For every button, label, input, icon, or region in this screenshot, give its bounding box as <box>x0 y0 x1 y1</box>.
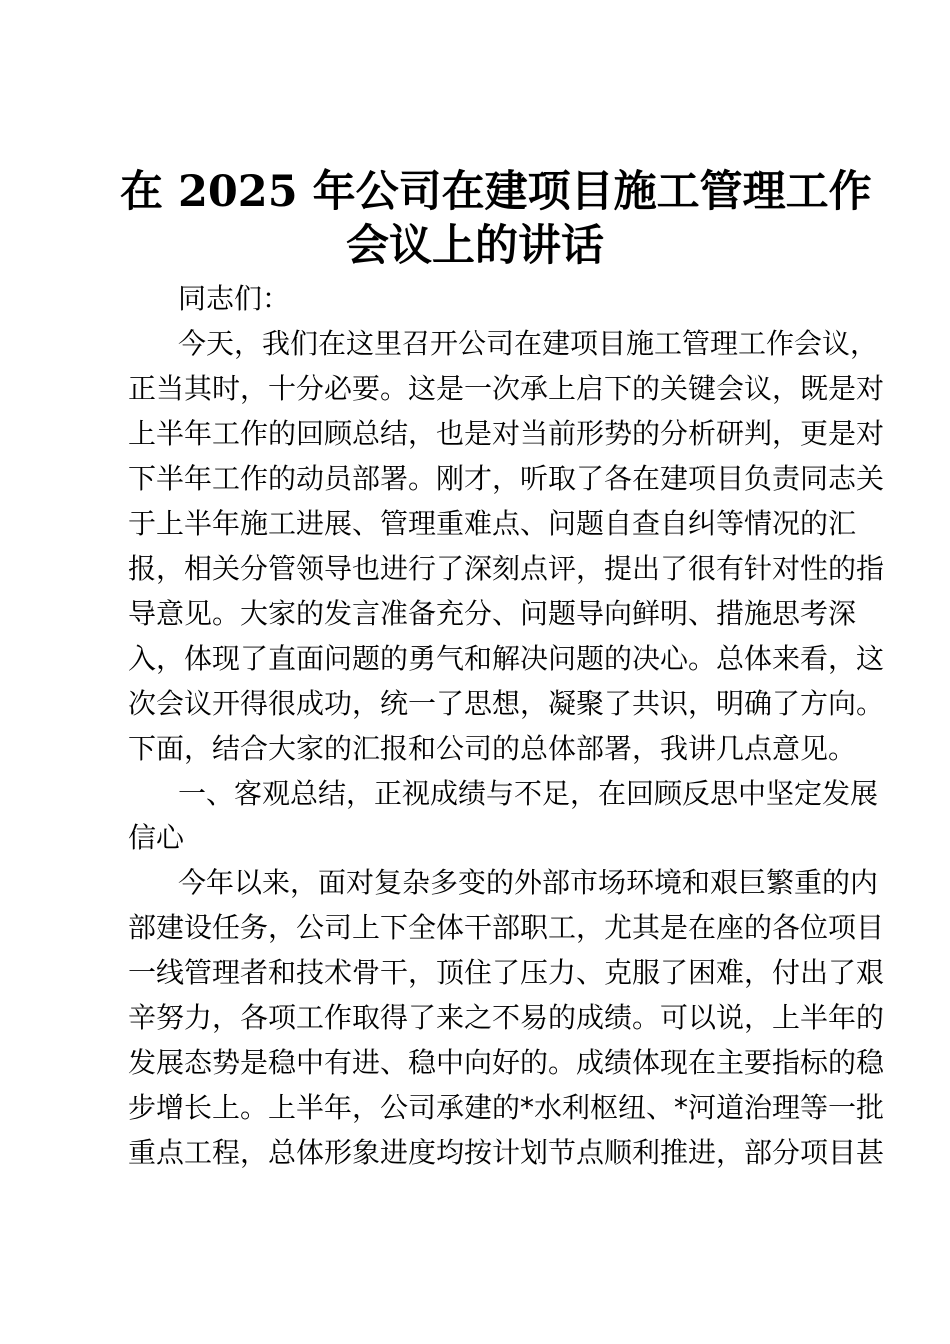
paragraph-1-line-7: 导意见。大家的发言准备充分、问题导向鲜明、措施思考深 <box>128 597 857 630</box>
paragraph-1-line-1: 今天，我们在这里召开公司在建项目施工管理工作会议， <box>178 327 879 360</box>
paragraph-2-line-5: 发展态势是稳中有进、稳中向好的。成绩体现在主要指标的稳 <box>128 1046 885 1079</box>
section-1-heading-line-1: 一、客观总结，正视成绩与不足，在回顾反思中坚定发展 <box>178 777 879 810</box>
paragraph-2-line-1: 今年以来，面对复杂多变的外部市场环境和艰巨繁重的内 <box>178 866 879 899</box>
paragraph-1-line-2: 正当其时，十分必要。这是一次承上启下的关键会议，既是对 <box>128 372 885 405</box>
paragraph-2-line-4: 辛努力，各项工作取得了来之不易的成绩。可以说，上半年的 <box>128 1001 885 1034</box>
paragraph-2-line-6: 步增长上。上半年，公司承建的*水利枢纽、*河道治理等一批 <box>128 1091 885 1124</box>
paragraph-1-line-3: 上半年工作的回顾总结，也是对当前形势的分析研判，更是对 <box>128 417 885 450</box>
salutation: 同志们： <box>178 282 291 315</box>
paragraph-1-line-4: 下半年工作的动员部署。刚才，听取了各在建项目负责同志关 <box>128 462 885 495</box>
paragraph-1-line-9: 次会议开得很成功，统一了思想，凝聚了共识，明确了方向。 <box>128 687 885 720</box>
document-title-line-1: 在 2025 年公司在建项目施工管理工作 <box>120 167 872 217</box>
paragraph-1-line-6: 报，相关分管领导也进行了深刻点评，提出了很有针对性的指 <box>128 552 885 585</box>
paragraph-2-line-7: 重点工程，总体形象进度均按计划节点顺利推进，部分项目甚 <box>128 1136 885 1169</box>
section-1-heading-line-2: 信心 <box>128 821 185 854</box>
paragraph-1-line-8: 入，体现了直面问题的勇气和解决问题的决心。总体来看，这 <box>128 642 885 675</box>
paragraph-2-line-2: 部建设任务，公司上下全体干部职工，尤其是在座的各位项目 <box>128 911 885 944</box>
paragraph-2-line-3: 一线管理者和技术骨干，顶住了压力、克服了困难，付出了艰 <box>128 956 885 989</box>
paragraph-1-line-10: 下面，结合大家的汇报和公司的总体部署，我讲几点意见。 <box>128 732 857 765</box>
paragraph-1-line-5: 于上半年施工进展、管理重难点、问题自查自纠等情况的汇 <box>128 507 857 540</box>
document-title-line-2: 会议上的讲话 <box>346 221 604 271</box>
